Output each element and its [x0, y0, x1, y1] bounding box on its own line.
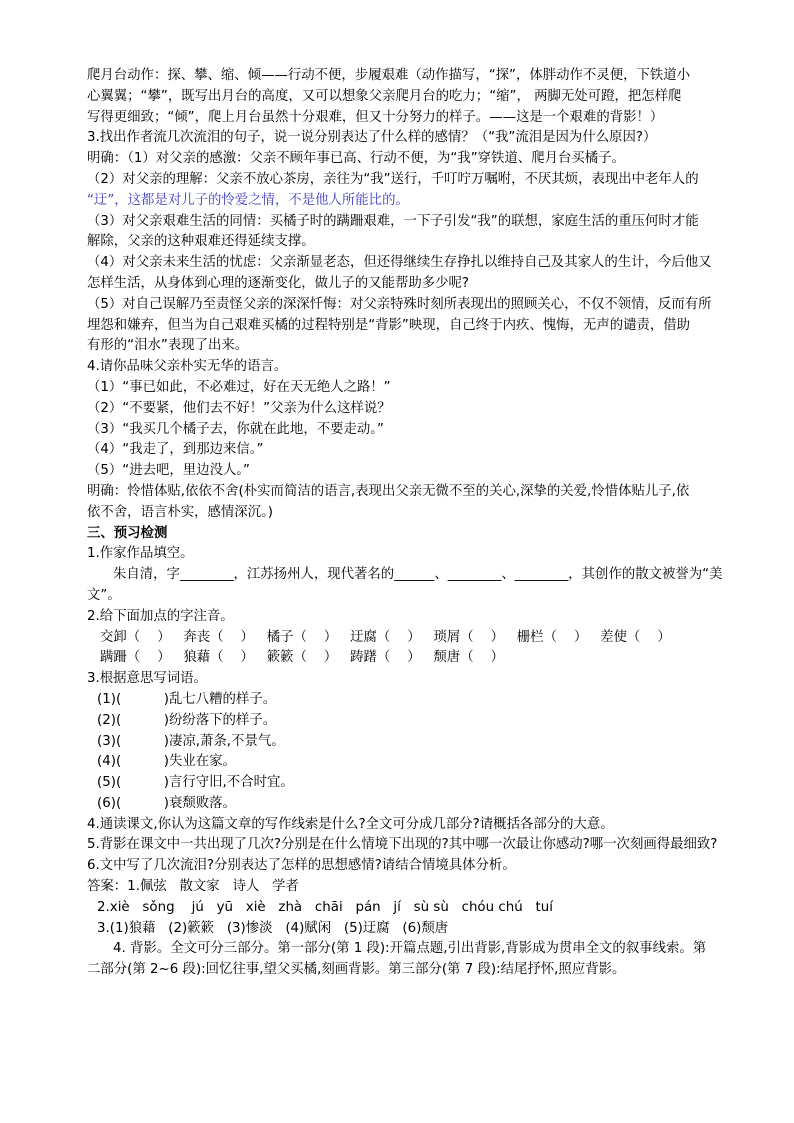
- section-heading: 三、预习检测: [87, 525, 168, 541]
- document-page: [87, 66, 727, 981]
- word-item: (2)( )纷纷落下的样子。: [97, 712, 277, 728]
- quote-item: （2）“不要紧，他们去不好！”父亲为什么这样说？: [87, 400, 391, 416]
- text-line: 文”。: [87, 587, 121, 603]
- answer-1: 答案：1.佩弦 散文家 诗人 学者: [87, 879, 299, 895]
- text-line: “迂”，这都是对儿子的怜爱之情，不是他人所能比的。: [87, 192, 409, 208]
- text-line: 明确：怜惜体贴,依依不舍(朴实而简洁的语言,表现出父亲无微不至的关心,深挚的关爱,怜惜体贴儿子,依: [87, 483, 690, 499]
- answer-3: 3.(1)狼藉 (2)簌簌 (3)惨淡 (4)赋闲 (5)迂腐 (6)颓唐: [97, 920, 449, 936]
- exercise-1: 1.作家作品填空。: [87, 546, 194, 562]
- quote-item: （4）“我走了，到那边来信。”: [87, 442, 264, 458]
- text-line: 埋怨和嫌弃，但当为自己艰难买橘的过程特别是“背影”映现，自己终于内疚、愧悔，无声的谴责，借助: [87, 317, 691, 333]
- question-4: 4.请你品味父亲朴实无华的语言。: [87, 359, 288, 375]
- word-item: (3)( )凄凉,萧条,不景气。: [97, 733, 285, 749]
- text-line: 有形的“泪水”表现了出来。: [87, 338, 249, 354]
- question-3: 3.找出作者流几次流泪的句子，说一说分别表达了什么样的感情？（“我”流泪是因为什么原因?）: [87, 130, 657, 146]
- text-line: 怎样生活，从身体到心理的逐渐变化，做儿子的又能帮助多少呢?: [87, 275, 470, 291]
- word-item: (6)( )衰颓败落。: [97, 795, 236, 811]
- exercise-6: 6.文中写了几次流泪?分别表达了怎样的思想感情?请结合情境具体分析。: [87, 858, 516, 874]
- exercise-2: 2.给下面加点的字注音。: [87, 608, 234, 624]
- quote-item: （1）“事已如此，不必难过，好在天无绝人之路！”: [87, 379, 391, 395]
- word-item: (1)( )乱七八糟的样子。: [97, 691, 277, 707]
- exercise-4: 4.通读课文,你认为这篇文章的写作线索是什么?全文可分成几部分?请概括各部分的大意。: [87, 816, 614, 832]
- text-line: 写得更细致；“倾”，爬上月台虽然十分艰难，但又十分努力的样子。——这是一个艰难的背影！）: [87, 109, 664, 125]
- answer-4: 4. 背影。全文可分三部分。第一部分(第 1 段):开篇点题,引出背影,背影成为贯串全文的叙事线索。第: [113, 941, 707, 957]
- word-item: (4)( )失业在家。: [97, 754, 236, 770]
- answer-2: 2.xiè sǒng jú yū xiè zhà chāi pán jí sù sù chóu chú tuí: [97, 899, 553, 915]
- text-line: 依不舍，语言朴实，感情深沉。): [87, 504, 273, 520]
- pinyin-row: 蹒跚（ ） 狼藉（ ） 簌簌（ ） 踌躇（ ） 颓唐（ ）: [100, 650, 505, 666]
- text-line: （5）对自己误解乃至责怪父亲的深深忏悔：对父亲特殊时刻所表现出的照顾关心，不仅不领情，反而有所: [87, 296, 712, 312]
- quote-item: （5）“进去吧，里边没人。”: [87, 463, 250, 479]
- text-line: （2）对父亲的理解：父亲不放心茶房，亲往为“我”送行，千叮咛万嘱咐，不厌其烦，表现出中老年人的: [87, 171, 699, 187]
- word-item: (5)( )言行守旧,不合时宜。: [97, 775, 294, 791]
- exercise-5: 5.背影在课文中一共出现了几次?分别是在什么情境下出现的?其中哪一次最让你感动?哪一次刻画得最细致?: [87, 837, 718, 853]
- quote-item: （3）“我买几个橘子去，你就在此地，不要走动。”: [87, 421, 384, 437]
- text-line: （3）对父亲艰难生活的同情：买橘子时的蹒跚艰难，一下子引发“我”的联想，家庭生活的重压何时才能: [87, 213, 699, 229]
- exercise-3: 3.根据意思写词语。: [87, 671, 207, 687]
- text-line: 解除，父亲的这种艰难还得延续支撑。: [87, 234, 315, 250]
- text-line: 爬月台动作：探、攀、缩、倾——行动不便，步履艰难（动作描写，“探”，体胖动作不灵便，下铁道小: [87, 68, 691, 83]
- pinyin-row: 交卸（ ） 奔丧（ ） 橘子（ ） 迂腐（ ） 琐屑（ ） 栅栏（ ） 差使（ ）: [100, 629, 671, 645]
- text-line: 朱自清，字________，江苏扬州人，现代著名的______、________、________，其创作的散文被誉为“美: [113, 567, 723, 583]
- text-line: 明确：（1）对父亲的感激：父亲不顾年事已高、行动不便，为“我”穿铁道、爬月台买橘子。: [87, 151, 625, 167]
- text-line: 心翼翼；“攀”，既写出月台的高度，又可以想象父亲爬月台的吃力；“缩”， 两脚无处可蹬，把怎样爬: [87, 88, 682, 104]
- text-line: （4）对父亲未来生活的忧虑：父亲渐显老态，但还得继续生存挣扎以维持自己及其家人的生计，今后他又: [87, 255, 712, 271]
- text-line: 二部分(第 2~6 段):回忆往事,望父买橘,刻画背影。第三部分(第 7 段):结尾抒怀,照应背影。: [87, 962, 626, 978]
